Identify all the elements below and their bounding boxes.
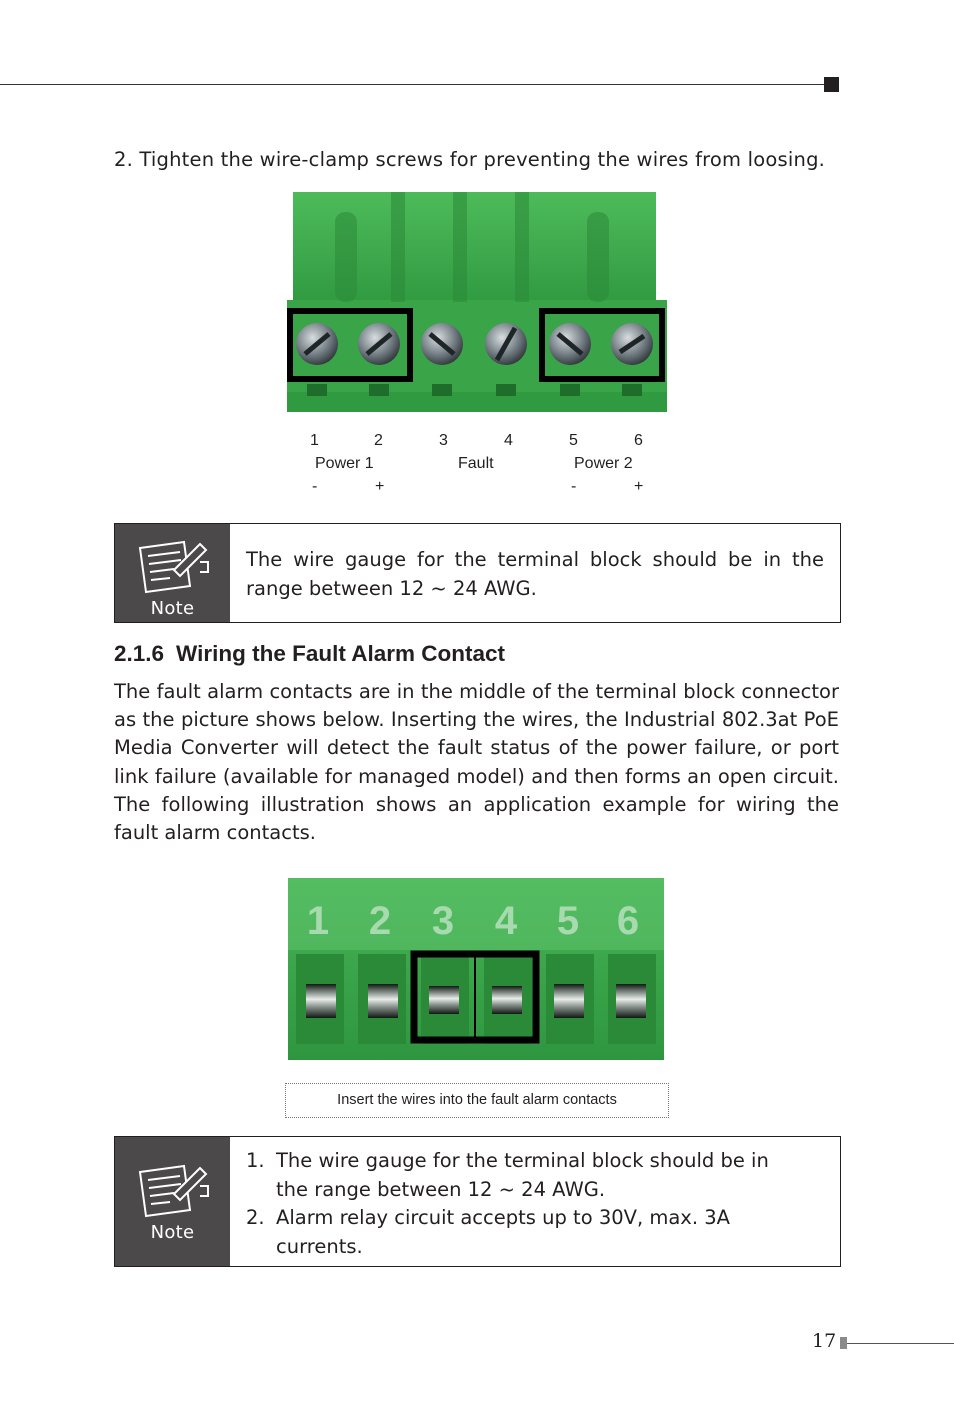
footer-mark	[840, 1337, 847, 1349]
note-pencil-icon	[134, 1160, 212, 1220]
polarity-minus: -	[312, 478, 318, 495]
section-number: 2.1.6	[114, 641, 165, 666]
polarity-plus: +	[375, 478, 385, 495]
header-square-mark	[824, 77, 839, 92]
note-list-item	[246, 1147, 800, 1204]
list-number: 1.	[246, 1149, 265, 1172]
block-number: 6	[616, 899, 640, 943]
note-box	[114, 1136, 841, 1267]
footer-rule	[847, 1343, 954, 1344]
figure-caption: Insert the wires into the fault alarm contacts	[285, 1083, 669, 1118]
note-sidebar	[115, 1137, 230, 1266]
note-pencil-icon	[134, 536, 212, 596]
note-text	[246, 1147, 800, 1261]
list-text: Alarm relay circuit accepts up to 30V, max. 3A currents.	[276, 1206, 730, 1258]
block-number: 3	[431, 899, 455, 943]
header-rule	[0, 84, 826, 85]
block-number: 1	[306, 899, 330, 943]
list-text: The wire gauge for the terminal block should be in the range between 12 ~ 24 AWG.	[276, 1149, 769, 1201]
pin-number: 3	[439, 432, 448, 449]
section-heading	[114, 641, 505, 667]
pin-number: 5	[569, 432, 578, 449]
note-box	[114, 523, 841, 623]
block-number: 4	[494, 899, 518, 943]
note-list-item	[246, 1204, 800, 1261]
pin-number: 4	[504, 432, 513, 449]
polarity-plus: +	[634, 478, 644, 495]
body-paragraph: The fault alarm contacts are in the middle of the terminal block connector as the picture shows below. Inserting the wires, the Industrial 802.3at PoE Media Converter will detect the fault status of the power failure, or port link failure (available for managed model) and then forms an open circuit. The following illustration shows an application example for wiring the fault alarm contacts.	[114, 680, 839, 845]
group-label-power1: Power 1	[315, 455, 374, 472]
terminal-pin-labels	[287, 430, 667, 500]
pin-number: 1	[310, 432, 319, 449]
pin-number: 6	[634, 432, 643, 449]
terminal-block-photo-contacts	[288, 878, 664, 1060]
section-title: Wiring the Fault Alarm Contact	[176, 641, 506, 666]
note-label: Note	[150, 1222, 195, 1243]
pin-number: 2	[374, 432, 383, 449]
list-number: 2.	[246, 1206, 265, 1229]
note-text	[246, 546, 824, 603]
group-label-power2: Power 2	[574, 455, 633, 472]
note-sidebar	[115, 524, 230, 622]
block-number: 5	[556, 899, 580, 943]
step-instruction: 2. Tighten the wire-clamp screws for preventing the wires from loosing.	[114, 148, 826, 171]
block-number: 2	[368, 899, 392, 943]
note-list	[246, 1147, 800, 1261]
page-number: 17	[812, 1330, 837, 1352]
note-label: Note	[150, 598, 195, 619]
polarity-minus: -	[571, 478, 577, 495]
note-paragraph: The wire gauge for the terminal block should be in the range between 12 ~ 24 AWG.	[246, 548, 824, 600]
group-label-fault: Fault	[458, 455, 494, 472]
terminal-block-photo-screws	[287, 192, 667, 414]
